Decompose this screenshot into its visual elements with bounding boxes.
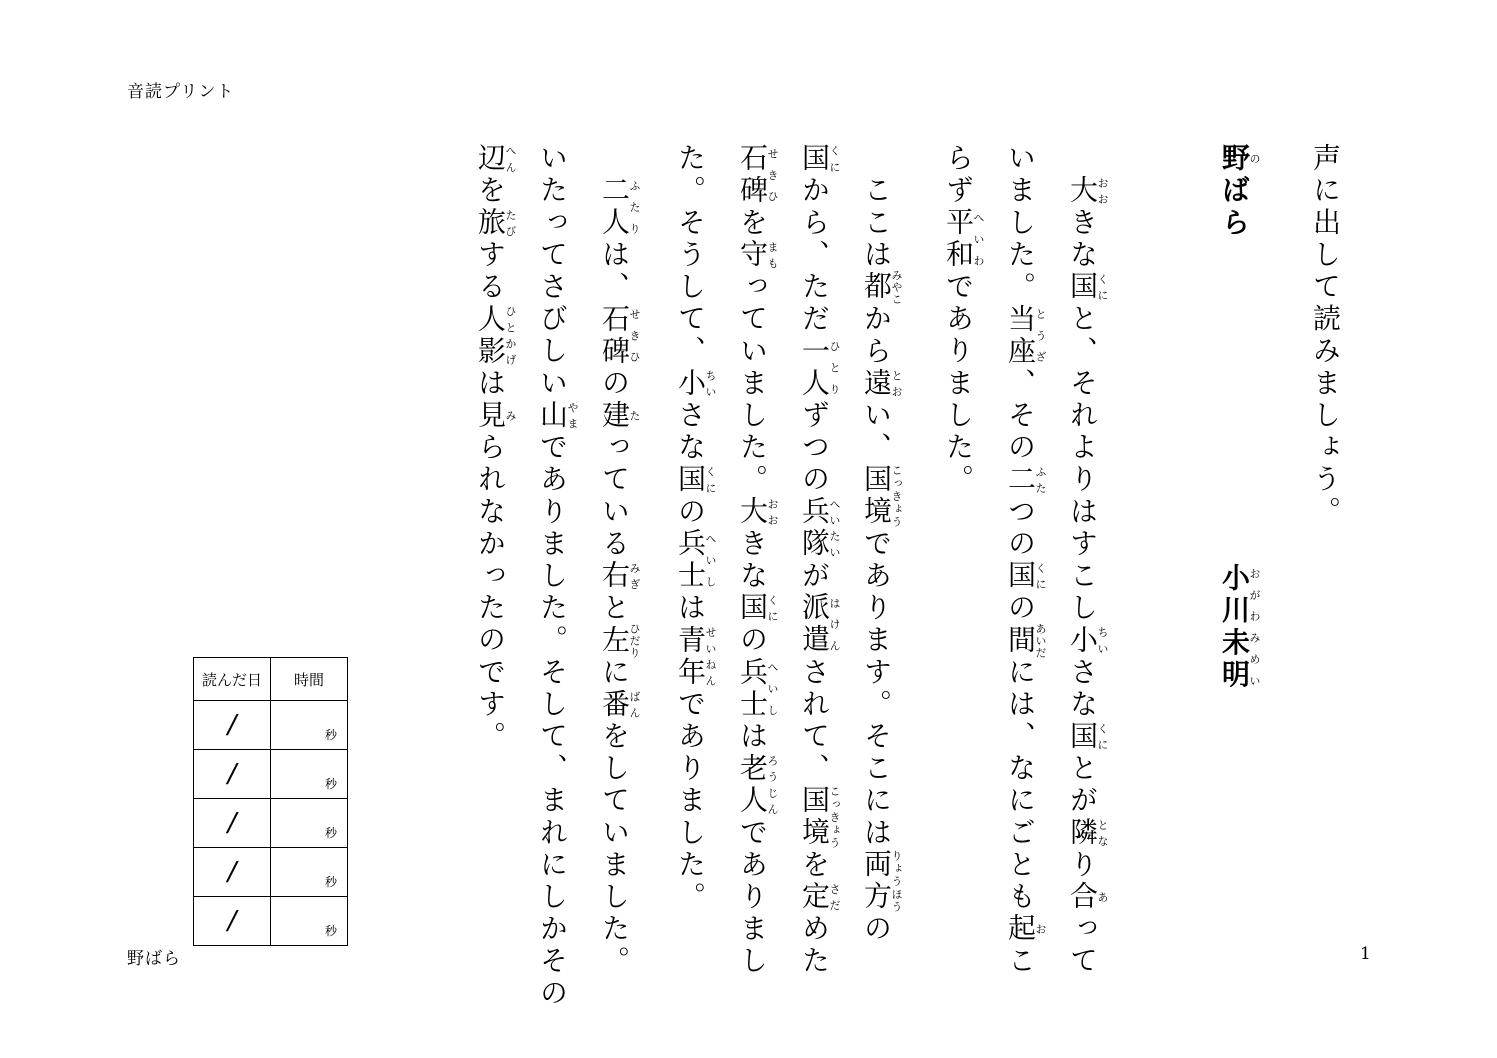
story-column-6: 石碑せきひを守まもっていました。大おおきな国くにの兵士へいしは老人ろうじんでありまし	[736, 143, 779, 978]
furigana-word: 二ふた	[1004, 464, 1047, 497]
furigana-word: 石碑せきひ	[598, 303, 641, 368]
story-column-4: ここは都みやこから遠とおい、国境こっきょうであります。そこには両方りょうほうの	[860, 143, 903, 946]
furigana-word: 国くに	[1066, 720, 1109, 753]
story-column-1: 大おおきな国くにと、それよりはすこし小ちいさな国くにとが隣となり合あって	[1066, 175, 1109, 978]
furigana-word: 老人ろうじん	[736, 752, 779, 818]
furigana-word: 守まも	[736, 239, 779, 272]
furigana-word: 人影ひとかげ	[474, 303, 517, 368]
story-column-5: 国くにから、ただ一人ひとりずつの兵隊へいたいが派遣はけんされて、国境こっきょうを定さだめた	[798, 143, 841, 978]
furigana-word: 国境こっきょう	[860, 464, 903, 529]
story-column-10: 辺へんを旅たびする人影ひとかげは見みられなかったのです。	[474, 143, 517, 753]
furigana-word: 国くに	[1066, 271, 1109, 304]
reading-log-row	[194, 799, 348, 848]
reading-log-header-row	[194, 658, 348, 701]
reading-log-row	[194, 750, 348, 799]
furigana-word: 起お	[1004, 913, 1047, 946]
furigana-word: 左ひだり	[598, 622, 641, 659]
reading-log-time-cell[interactable]: 秒	[271, 848, 348, 897]
furigana-word: 兵隊へいたい	[798, 496, 841, 561]
reading-log-date-cell[interactable]: /	[194, 750, 271, 799]
furigana-word: 小ちい	[1066, 624, 1109, 657]
furigana-word: 都みやこ	[860, 269, 903, 306]
author-ruby: 小川未明おがわみめい	[1218, 563, 1261, 692]
reading-log-date-cell[interactable]: /	[194, 848, 271, 897]
reading-log-time-cell[interactable]: 秒	[271, 701, 348, 750]
reading-log-date-cell[interactable]: /	[194, 897, 271, 946]
reading-log-table	[193, 657, 348, 946]
furigana-word: 大おお	[1066, 175, 1109, 208]
furigana-word: 石碑せきひ	[736, 143, 779, 208]
reading-log-row	[194, 848, 348, 897]
story-column-8: 二人ふたりは、石碑せきひの建たっている右みぎと左ひだりに番ばんをしていました。	[598, 175, 641, 978]
furigana-word: 青年せいねん	[674, 624, 717, 689]
furigana-word: 遠とお	[860, 367, 903, 400]
reading-log-time-cell[interactable]: 秒	[271, 897, 348, 946]
furigana-word: 山やま	[536, 399, 579, 432]
reading-log-row	[194, 897, 348, 946]
reading-log-date-cell[interactable]: /	[194, 701, 271, 750]
furigana-word: 国境こっきょう	[798, 785, 841, 850]
reading-log-time-cell[interactable]: 秒	[271, 750, 348, 799]
story-column-2: いました。当座とうざ、その二ふたつの国くにの間あいだには、なにごとも起おこ	[1004, 143, 1047, 978]
page-number: 1	[1360, 944, 1371, 964]
furigana-word: 合あ	[1066, 881, 1109, 914]
furigana-word: 両方りょうほう	[860, 849, 903, 914]
furigana-word: 一人ひとり	[798, 335, 841, 400]
reading-log-date-cell[interactable]: /	[194, 799, 271, 848]
instruction-text: 声に出して読みましょう。	[1309, 143, 1342, 529]
print-header-label: 音読プリント	[127, 82, 235, 102]
furigana-word: 定さだ	[798, 881, 841, 914]
furigana-word: 国くに	[674, 464, 717, 497]
story-column-9: いたってさびしい山やまでありました。そして、まれにしかその	[536, 143, 579, 1010]
furigana-word: 兵士へいし	[736, 656, 779, 721]
furigana-word: 国くに	[736, 592, 779, 625]
reading-log-time-header: 時間	[271, 658, 348, 701]
furigana-word: 見み	[474, 399, 517, 432]
furigana-word: 大おお	[736, 496, 779, 529]
furigana-word: 国くに	[798, 143, 841, 176]
furigana-word: 隣とな	[1066, 817, 1109, 850]
story-author	[1220, 563, 1261, 691]
furigana-word: 旅たび	[474, 207, 517, 240]
furigana-word: 派遣はけん	[798, 592, 841, 657]
furigana-word: 平和へいわ	[942, 207, 985, 272]
furigana-word: 建た	[598, 399, 641, 432]
story-column-3: らず平和へいわでありました。	[942, 143, 985, 497]
reading-log-time-cell[interactable]: 秒	[271, 799, 348, 848]
furigana-word: 番ばん	[598, 688, 641, 721]
footer-story-title: 野ばら	[127, 949, 181, 969]
furigana-word: 小ちい	[674, 367, 717, 400]
furigana-word: 二人ふたり	[598, 175, 641, 240]
furigana-word: 右みぎ	[598, 560, 641, 593]
furigana-word: 兵士へいし	[674, 528, 717, 593]
furigana-word: 辺へん	[474, 143, 517, 176]
reading-log-date-header: 読んだ日	[194, 658, 271, 701]
furigana-word: 当座とうざ	[1004, 303, 1047, 368]
story-title: 野のばら	[1218, 143, 1261, 240]
story-title-ruby: 野の	[1218, 143, 1261, 176]
furigana-word: 間あいだ	[1004, 622, 1047, 659]
furigana-word: 国くに	[1004, 560, 1047, 593]
reading-log-row	[194, 701, 348, 750]
story-column-7: た。そうして、小ちいさな国くにの兵士へいしは青年せいねんでありました。	[674, 143, 717, 914]
